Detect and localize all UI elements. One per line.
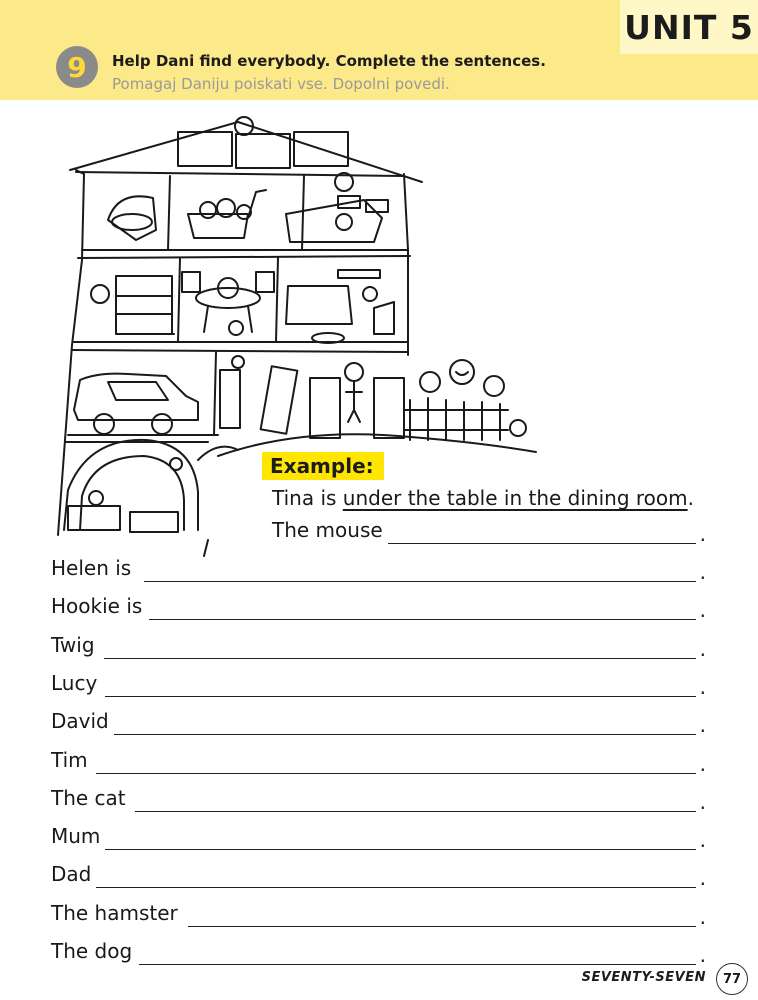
sentence-period: . <box>699 904 706 929</box>
sentence-row <box>51 705 706 738</box>
sentence-start: The hamster <box>51 900 178 925</box>
sentence-row <box>51 897 706 927</box>
sentence-row <box>51 744 706 774</box>
sentence-start: Hookie is <box>51 594 143 619</box>
example-sentence <box>272 486 694 510</box>
sentence-period: . <box>699 866 706 891</box>
sentence-row <box>51 552 706 582</box>
answer-line[interactable] <box>114 734 696 735</box>
answer-line[interactable] <box>139 964 696 965</box>
page-word: SEVENTY-SEVEN <box>581 970 706 985</box>
sentence-start: The dog <box>51 939 133 963</box>
sentence-period: . <box>699 636 706 661</box>
answer-line[interactable] <box>104 658 696 659</box>
sentence-row <box>51 782 706 812</box>
sentence-row <box>51 667 706 697</box>
sentence-start: David <box>51 709 109 734</box>
sentence-period: . <box>699 828 706 853</box>
answer-line[interactable] <box>96 773 696 774</box>
answer-line[interactable] <box>135 811 696 812</box>
sentence-row <box>51 629 706 659</box>
sentence-start: The mouse <box>272 518 383 542</box>
sentence-period: . <box>699 674 706 699</box>
sentence-row <box>51 820 706 853</box>
answer-line[interactable] <box>105 849 696 850</box>
answer-line[interactable] <box>388 543 696 544</box>
instruction-english: Help Dani find everybody. Complete the sentences. <box>112 52 546 70</box>
unit-label: UNIT 5 <box>620 0 758 54</box>
sentence-period: . <box>699 751 706 776</box>
example-sentence-start: Tina is <box>272 486 343 510</box>
answer-line[interactable] <box>96 887 696 888</box>
sentence-start: Helen is <box>51 556 132 580</box>
sentence-period: . <box>699 522 706 546</box>
example-label: Example: <box>262 452 384 480</box>
sentence-start: Tim <box>51 747 88 772</box>
sentence-row <box>51 858 706 891</box>
sentence-start: The cat <box>51 785 126 810</box>
sentence-period: . <box>699 713 706 738</box>
instruction-slovene: Pomagaj Daniju poiskati vse. Dopolni povedi. <box>112 75 450 93</box>
sentence-row <box>51 935 706 965</box>
page-number: 77 <box>716 963 748 995</box>
sentence-start: Twig <box>51 632 95 657</box>
answer-line[interactable] <box>188 926 696 927</box>
example-sentence-end: . <box>687 486 694 510</box>
sentence-period: . <box>699 598 706 623</box>
example-answer: under the table in the dining room <box>342 486 688 510</box>
sentence-period: . <box>699 943 706 967</box>
sentence-row <box>51 590 706 623</box>
answer-line[interactable] <box>149 619 696 620</box>
sentence-period: . <box>699 789 706 814</box>
sentence-row-mouse <box>272 514 706 544</box>
sentence-start: Dad <box>51 862 92 887</box>
answer-line[interactable] <box>105 696 696 697</box>
sentence-period: . <box>699 560 706 584</box>
answer-line[interactable] <box>144 581 696 582</box>
sentence-start: Lucy <box>51 670 98 695</box>
sentence-start: Mum <box>51 824 101 849</box>
exercise-number-badge: 9 <box>56 46 98 88</box>
